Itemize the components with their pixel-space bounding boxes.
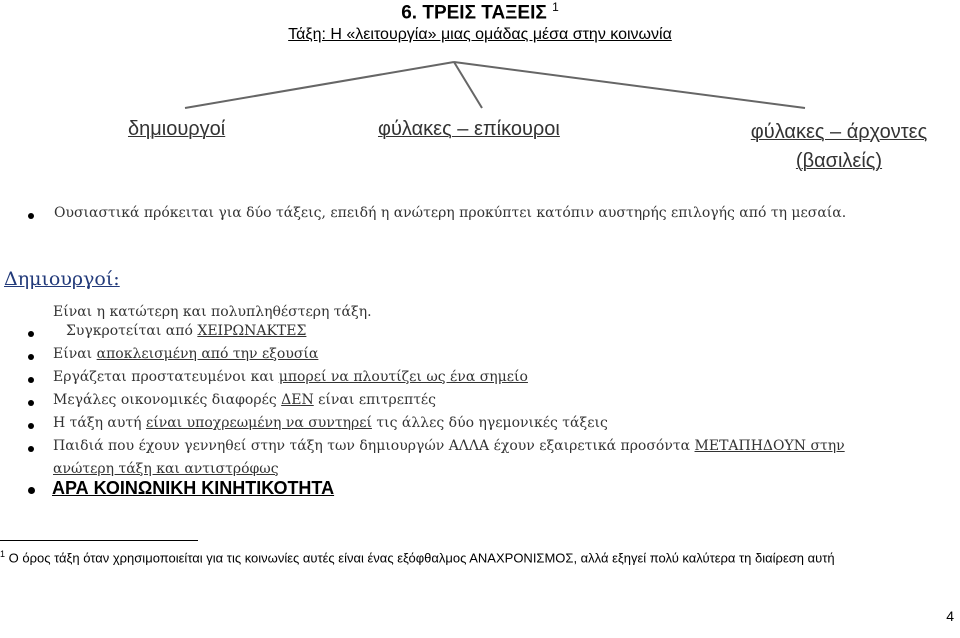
list-item xyxy=(53,438,845,454)
footnote-ref: 1 xyxy=(0,549,6,559)
list-item-underlined: ΧΕΙΡΩΝΑΚΤΕΣ xyxy=(197,323,307,339)
list-item xyxy=(53,415,608,431)
list-item xyxy=(66,323,306,339)
summary-bullet: Ουσιαστικά πρόκειται για δύο τάξεις, επειδή η ανώτερη προκύπτει κατόπιν αυστηρής επιλογής από τη μεσαία. xyxy=(54,205,847,221)
list-item xyxy=(53,346,318,362)
conclusion: ΑΡΑ ΚΟΙΝΩΝΙΚΗ ΚΙΝΗΤΙΚΟΤΗΤΑ xyxy=(52,478,335,498)
list-item-underlined: ΜΕΤΑΠΗΔΟΥΝ στην xyxy=(694,438,845,454)
title-footnote-ref: 1 xyxy=(552,0,559,14)
section-intro: Είναι η κατώτερη και πολυπληθέστερη τάξη. xyxy=(53,304,372,320)
title-text: 6. ΤΡΕΙΣ ΤΑΞΕΙΣ xyxy=(401,2,547,24)
list-item-text: Μεγάλες οικονομικές διαφορές xyxy=(53,392,282,408)
class-label-creators: δημιουργοί xyxy=(128,118,226,140)
subtitle: Τάξη: Η «λειτουργία» μιας ομάδας μέσα στην κοινωνία xyxy=(288,26,672,43)
list-item-underlined: μπορεί να πλουτίζει ως ένα σημείο xyxy=(278,369,528,385)
list-item-continuation: ανώτερη τάξη και αντιστρόφως xyxy=(53,461,279,477)
section-heading: Δημιουργοί: xyxy=(4,268,120,290)
footnote-text: Ο όρος τάξη όταν χρησιμοποιείται για τις κοινωνίες αυτές είναι ένας εξόφθαλμος ΑΝΑΧΡΟΝΙΣΜΟΣ, αλλά εξηγεί πολύ καλύτερα τη διαίρεση αυτή xyxy=(5,550,835,566)
list-item-underlined: ΔΕΝ xyxy=(281,392,314,408)
list-item-text: Είναι xyxy=(53,346,97,362)
page-number: 4 xyxy=(946,608,954,624)
list-item-text: Συγκροτείται από xyxy=(66,323,198,339)
footnote-divider xyxy=(0,540,198,541)
bullet-icon xyxy=(28,487,35,494)
tree-connector-left xyxy=(185,62,454,108)
bullet-icon xyxy=(28,213,34,219)
list-item-text: τις άλλες δύο ηγεμονικές τάξεις xyxy=(371,415,608,431)
list-item-underlined: είναι υποχρεωμένη να συντηρεί xyxy=(145,415,372,431)
class-label-rulers xyxy=(749,118,929,176)
bullet-icon xyxy=(28,377,34,383)
list-item-text: Παιδιά που έχουν γεννηθεί στην τάξη των δημιουργών ΑΛΛΑ έχουν εξαιρετικά προσόντα xyxy=(53,438,695,454)
list-item-text: Εργάζεται προστατευμένοι και xyxy=(53,369,279,385)
class-label-auxiliaries: φύλακες – επίκουροι xyxy=(378,118,560,140)
class-label-rulers-line2: (βασιλείς) xyxy=(795,150,883,172)
bullet-icon xyxy=(28,446,34,452)
bullet-icon xyxy=(28,423,34,429)
bullet-icon xyxy=(28,331,34,337)
footnote xyxy=(0,549,835,565)
class-label-rulers-line1: φύλακες – άρχοντες xyxy=(750,121,928,143)
tree-connector-right xyxy=(454,62,805,108)
list-item xyxy=(53,369,528,385)
list-item xyxy=(53,392,436,408)
tree-connector-center xyxy=(454,62,482,108)
bullet-icon xyxy=(28,400,34,406)
list-item-underlined: αποκλεισμένη από την εξουσία xyxy=(96,346,319,362)
bullet-icon xyxy=(28,354,34,360)
list-item-text: είναι επιτρεπτές xyxy=(313,392,437,408)
list-item-text: Η τάξη αυτή xyxy=(53,415,146,431)
